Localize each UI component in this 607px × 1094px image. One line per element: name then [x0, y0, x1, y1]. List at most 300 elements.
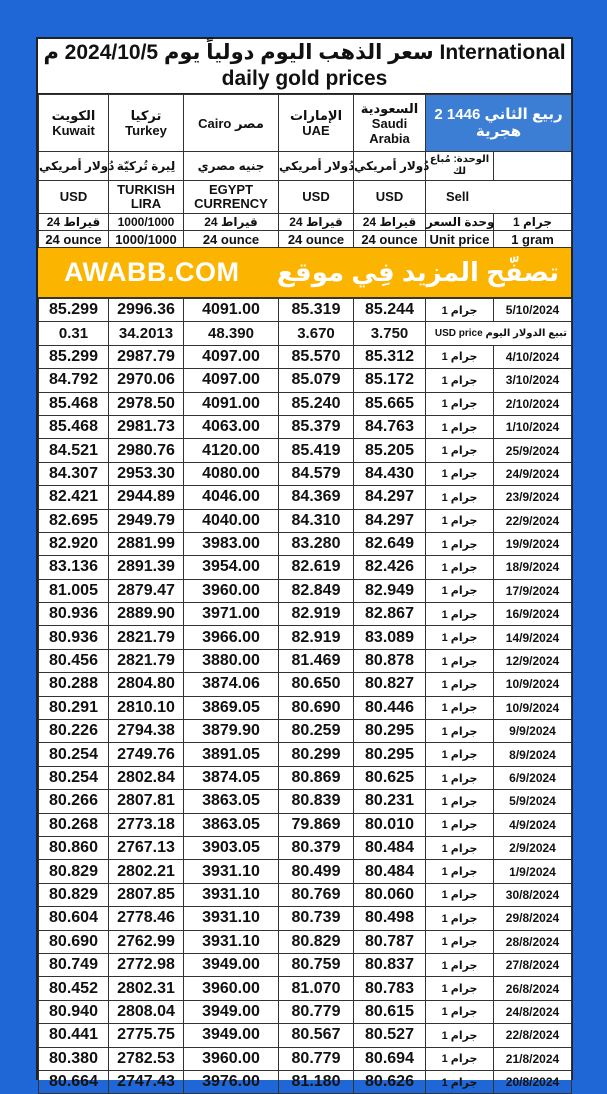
- price-cell-uae: 80.739: [279, 907, 354, 930]
- table-row: [39, 1024, 572, 1047]
- price-cell-egypt: 4063.00: [184, 415, 279, 438]
- table-row: [39, 930, 572, 953]
- price-cell-saudi: 80.625: [354, 766, 426, 789]
- price-cell-turkey: 2879.47: [109, 579, 184, 602]
- price-cell-kuwait: 83.136: [39, 556, 109, 579]
- unit-label: الوحدة: مُباع لك: [426, 152, 494, 181]
- price-cell-turkey: 2889.90: [109, 603, 184, 626]
- price-cell-saudi: 84.763: [354, 415, 426, 438]
- price-cell-date: 16/9/2024: [494, 603, 572, 626]
- price-cell-uae: 81.070: [279, 977, 354, 1000]
- price-cell-turkey: 2794.38: [109, 720, 184, 743]
- price-cell-saudi: 82.949: [354, 579, 426, 602]
- price-cell-egypt: 3949.00: [184, 953, 279, 976]
- price-cell-unit: 1 جرام: [426, 836, 494, 859]
- currency-kuwait: دُولار أمريكي: [39, 152, 109, 181]
- price-cell-unit: 1 جرام: [426, 813, 494, 836]
- price-cell-kuwait: 80.936: [39, 626, 109, 649]
- price-cell-egypt: 3976.00: [184, 1070, 279, 1093]
- price-cell-date: 14/9/2024: [494, 626, 572, 649]
- price-cell-uae: 80.650: [279, 673, 354, 696]
- price-cell-saudi: 80.010: [354, 813, 426, 836]
- price-cell-unit: 1 جرام: [426, 579, 494, 602]
- price-cell-unit: 1 جرام: [426, 415, 494, 438]
- price-cell-unit: 1 جرام: [426, 392, 494, 415]
- currency-egypt: جنيه مصري: [184, 152, 279, 181]
- price-cell-uae: 85.079: [279, 369, 354, 392]
- price-cell-uae: 84.579: [279, 462, 354, 485]
- table-row: [39, 345, 572, 368]
- price-cell-egypt: 3971.00: [184, 603, 279, 626]
- table-row: [39, 907, 572, 930]
- price-cell-turkey: 2749.76: [109, 743, 184, 766]
- price-cell-turkey: 2772.98: [109, 953, 184, 976]
- currency-turkey: لِيرة تُركيّة: [109, 152, 184, 181]
- price-cell-saudi: 82.649: [354, 532, 426, 555]
- price-cell-saudi: 80.783: [354, 977, 426, 1000]
- price-cell-kuwait: 85.299: [39, 299, 109, 322]
- table-row: [39, 649, 572, 672]
- price-cell-kuwait: 80.288: [39, 673, 109, 696]
- table-row: [39, 743, 572, 766]
- price-cell-uae: 80.759: [279, 953, 354, 976]
- price-cell-uae: 85.570: [279, 345, 354, 368]
- price-cell-date: 2/9/2024: [494, 836, 572, 859]
- price-cell-date: 22/8/2024: [494, 1024, 572, 1047]
- price-cell-turkey: 2747.43: [109, 1070, 184, 1093]
- price-cell-saudi: 85.172: [354, 369, 426, 392]
- table-row: [39, 860, 572, 883]
- ounce-cell: 24 ounce: [279, 231, 354, 248]
- ounce-cell: 24 ounce: [184, 231, 279, 248]
- price-cell-unit: 1 جرام: [426, 860, 494, 883]
- header-kuwait: الكويت Kuwait: [39, 95, 109, 152]
- table-row: [39, 673, 572, 696]
- price-cell-date: 10/9/2024: [494, 696, 572, 719]
- table-row: [39, 369, 572, 392]
- price-cell-egypt: 3931.10: [184, 907, 279, 930]
- country-header-row: [39, 95, 572, 152]
- price-cell-uae: 80.779: [279, 1000, 354, 1023]
- price-cell-uae: 80.839: [279, 790, 354, 813]
- price-cell-kuwait: 85.299: [39, 345, 109, 368]
- price-cell-uae: 79.869: [279, 813, 354, 836]
- price-cell-date: 24/9/2024: [494, 462, 572, 485]
- price-cell-kuwait: 80.829: [39, 860, 109, 883]
- price-cell-unit: 1 جرام: [426, 509, 494, 532]
- header-saudi: السعودية Saudi Arabia: [354, 95, 426, 152]
- price-cell-date: 1/10/2024: [494, 415, 572, 438]
- sell-label: Sell: [426, 181, 572, 214]
- price-cell-uae: 80.829: [279, 930, 354, 953]
- table-row: [39, 977, 572, 1000]
- table-row: [39, 813, 572, 836]
- price-cell-saudi: 84.430: [354, 462, 426, 485]
- price-cell-uae: 3.670: [279, 322, 354, 345]
- price-cell-egypt: 3891.05: [184, 743, 279, 766]
- price-cell-uae: 82.919: [279, 626, 354, 649]
- price-cell-saudi: 80.484: [354, 860, 426, 883]
- price-cell-kuwait: 84.792: [39, 369, 109, 392]
- price-cell-unit: 1 جرام: [426, 345, 494, 368]
- price-cell-turkey: 2802.21: [109, 860, 184, 883]
- price-cell-kuwait: 0.31: [39, 322, 109, 345]
- price-cell-uae: 85.319: [279, 299, 354, 322]
- karat-cell: وحدة السعر: [426, 215, 495, 229]
- table-row: [39, 509, 572, 532]
- gold-price-sheet: [36, 37, 573, 1091]
- price-cell-egypt: 3960.00: [184, 977, 279, 1000]
- table-row: [39, 696, 572, 719]
- currency-uae: دُولار أمريكي: [279, 152, 354, 181]
- table-row: [39, 486, 572, 509]
- price-cell-turkey: 2821.79: [109, 649, 184, 672]
- table-row: [39, 1070, 572, 1093]
- price-cell-unit: 1 جرام: [426, 907, 494, 930]
- price-cell-turkey: 2778.46: [109, 907, 184, 930]
- price-cell-kuwait: 82.920: [39, 532, 109, 555]
- price-cell-kuwait: 80.749: [39, 953, 109, 976]
- price-cell-date: 25/9/2024: [494, 439, 572, 462]
- price-cell-unit: 1 جرام: [426, 439, 494, 462]
- price-cell-saudi: 80.626: [354, 1070, 426, 1093]
- price-cell-saudi: 80.615: [354, 1000, 426, 1023]
- code-kuwait: USD: [39, 181, 109, 214]
- price-cell-saudi: 80.060: [354, 883, 426, 906]
- price-cell-turkey: 2953.30: [109, 462, 184, 485]
- price-cell-saudi: 82.867: [354, 603, 426, 626]
- price-cell-saudi: 80.295: [354, 743, 426, 766]
- price-cell-date: 4/10/2024: [494, 345, 572, 368]
- price-cell-unit: USD price تبيع الدولار اليوم: [426, 322, 572, 345]
- price-cell-turkey: 2949.79: [109, 509, 184, 532]
- price-cell-date: 8/9/2024: [494, 743, 572, 766]
- table-row: [39, 883, 572, 906]
- price-cell-kuwait: 80.664: [39, 1070, 109, 1093]
- price-cell-turkey: 2775.75: [109, 1024, 184, 1047]
- price-cell-turkey: 2807.85: [109, 883, 184, 906]
- price-cell-unit: 1 جرام: [426, 626, 494, 649]
- price-cell-turkey: 2881.99: [109, 532, 184, 555]
- price-cell-egypt: 3869.05: [184, 696, 279, 719]
- price-cell-egypt: 4091.00: [184, 299, 279, 322]
- price-cell-date: 26/8/2024: [494, 977, 572, 1000]
- page-title: [38, 39, 571, 94]
- price-cell-unit: 1 جرام: [426, 532, 494, 555]
- price-cell-kuwait: 84.521: [39, 439, 109, 462]
- price-cell-unit: 1 جرام: [426, 720, 494, 743]
- site-link[interactable]: AWABB.COM: [64, 257, 240, 287]
- price-cell-unit: 1 جرام: [426, 1047, 494, 1070]
- price-cell-egypt: 3966.00: [184, 626, 279, 649]
- price-cell-uae: 82.619: [279, 556, 354, 579]
- price-cell-date: 29/8/2024: [494, 907, 572, 930]
- price-cell-egypt: 3879.90: [184, 720, 279, 743]
- price-cell-unit: 1 جرام: [426, 766, 494, 789]
- price-cell-kuwait: 80.452: [39, 977, 109, 1000]
- price-cell-uae: 85.240: [279, 392, 354, 415]
- price-cell-uae: 80.769: [279, 883, 354, 906]
- price-cell-turkey: 2980.76: [109, 439, 184, 462]
- price-cell-unit: 1 جرام: [426, 462, 494, 485]
- price-cell-uae: 81.469: [279, 649, 354, 672]
- price-cell-uae: 80.299: [279, 743, 354, 766]
- karat-cell: 24 قيراط: [279, 214, 354, 231]
- karat-row: [39, 214, 572, 231]
- price-cell-turkey: 2821.79: [109, 626, 184, 649]
- price-cell-kuwait: 80.254: [39, 743, 109, 766]
- price-cell-date: 9/9/2024: [494, 720, 572, 743]
- price-cell-date: 23/9/2024: [494, 486, 572, 509]
- karat-cell: 24 قيراط: [184, 214, 279, 231]
- price-cell-turkey: 2807.81: [109, 790, 184, 813]
- price-cell-kuwait: 80.940: [39, 1000, 109, 1023]
- table-row: [39, 790, 572, 813]
- price-cell-saudi: 80.827: [354, 673, 426, 696]
- price-cell-uae: 84.310: [279, 509, 354, 532]
- price-cell-turkey: 2802.84: [109, 766, 184, 789]
- price-cell-egypt: 3960.00: [184, 1047, 279, 1070]
- price-cell-kuwait: 80.456: [39, 649, 109, 672]
- karat-cell: 24 قيراط: [39, 214, 109, 231]
- table-row: [39, 322, 572, 345]
- price-cell-kuwait: 80.226: [39, 720, 109, 743]
- banner-arabic-text: تصفّح المزيد فِي موقع: [276, 257, 559, 287]
- price-cell-unit: 1 جرام: [426, 649, 494, 672]
- ounce-cell: 24 ounce: [39, 231, 109, 248]
- price-cell-turkey: 2802.31: [109, 977, 184, 1000]
- ounce-cell: 24 ounce: [354, 231, 426, 248]
- price-cell-saudi: 80.787: [354, 930, 426, 953]
- price-cell-turkey: 2944.89: [109, 486, 184, 509]
- price-cell-uae: 80.690: [279, 696, 354, 719]
- price-cell-unit: 1 جرام: [426, 696, 494, 719]
- karat-cell: 1 جرام: [494, 214, 572, 231]
- price-table: [38, 298, 572, 1094]
- table-row: [39, 462, 572, 485]
- title-line-2: daily gold prices: [221, 67, 388, 90]
- price-cell-uae: 82.849: [279, 579, 354, 602]
- header-cairo: Cairo مصر: [184, 95, 279, 152]
- price-cell-date: 5/10/2024: [494, 299, 572, 322]
- price-cell-date: 27/8/2024: [494, 953, 572, 976]
- code-uae: USD: [279, 181, 354, 214]
- price-cell-egypt: 3863.05: [184, 813, 279, 836]
- price-cell-kuwait: 80.380: [39, 1047, 109, 1070]
- price-cell-unit: 1 جرام: [426, 883, 494, 906]
- header-uae: الإمارات UAE: [279, 95, 354, 152]
- table-row: [39, 953, 572, 976]
- price-cell-turkey: 2987.79: [109, 345, 184, 368]
- price-cell-date: 20/8/2024: [494, 1070, 572, 1093]
- price-cell-kuwait: 81.005: [39, 579, 109, 602]
- price-cell-unit: 1 جرام: [426, 743, 494, 766]
- price-cell-egypt: 4091.00: [184, 392, 279, 415]
- price-cell-egypt: 4097.00: [184, 369, 279, 392]
- unit-empty: [494, 152, 572, 181]
- price-cell-kuwait: 85.468: [39, 392, 109, 415]
- karat-cell: 24 قيراط: [354, 214, 426, 231]
- price-cell-unit: 1 جرام: [426, 299, 494, 322]
- price-cell-turkey: 2762.99: [109, 930, 184, 953]
- price-cell-egypt: 4120.00: [184, 439, 279, 462]
- price-cell-egypt: 3960.00: [184, 579, 279, 602]
- header-table: [38, 94, 572, 248]
- header-turkey: تركيا Turkey: [109, 95, 184, 152]
- price-cell-egypt: 3983.00: [184, 532, 279, 555]
- ounce-cell: Unit price: [426, 231, 494, 248]
- price-cell-turkey: 2970.06: [109, 369, 184, 392]
- price-cell-date: 10/9/2024: [494, 673, 572, 696]
- price-cell-uae: 80.259: [279, 720, 354, 743]
- price-cell-egypt: 3949.00: [184, 1000, 279, 1023]
- price-cell-unit: 1 جرام: [426, 486, 494, 509]
- table-row: [39, 720, 572, 743]
- table-row: [39, 556, 572, 579]
- price-cell-saudi: 80.295: [354, 720, 426, 743]
- price-cell-turkey: 2978.50: [109, 392, 184, 415]
- price-cell-kuwait: 80.860: [39, 836, 109, 859]
- price-cell-kuwait: 85.468: [39, 415, 109, 438]
- price-cell-saudi: 80.694: [354, 1047, 426, 1070]
- price-cell-unit: 1 جرام: [426, 603, 494, 626]
- ounce-cell: 1000/1000: [109, 231, 184, 248]
- price-cell-turkey: 2810.10: [109, 696, 184, 719]
- price-cell-kuwait: 80.266: [39, 790, 109, 813]
- table-row: [39, 1047, 572, 1070]
- price-cell-date: 12/9/2024: [494, 649, 572, 672]
- table-row: [39, 603, 572, 626]
- hijri-date: 2 ربيع الثاني 1446 هجرية: [426, 95, 572, 152]
- price-cell-turkey: 2891.39: [109, 556, 184, 579]
- price-cell-kuwait: 82.421: [39, 486, 109, 509]
- price-cell-saudi: 80.446: [354, 696, 426, 719]
- price-cell-unit: 1 جرام: [426, 953, 494, 976]
- price-cell-saudi: 85.665: [354, 392, 426, 415]
- table-row: [39, 626, 572, 649]
- price-cell-date: 18/9/2024: [494, 556, 572, 579]
- code-saudi: USD: [354, 181, 426, 214]
- price-cell-egypt: 3880.00: [184, 649, 279, 672]
- price-cell-turkey: 2808.04: [109, 1000, 184, 1023]
- price-cell-date: 2/10/2024: [494, 392, 572, 415]
- price-cell-kuwait: 82.695: [39, 509, 109, 532]
- price-cell-saudi: 80.484: [354, 836, 426, 859]
- price-cell-saudi: 83.089: [354, 626, 426, 649]
- price-cell-uae: 84.369: [279, 486, 354, 509]
- price-cell-date: 4/9/2024: [494, 813, 572, 836]
- price-cell-date: 17/9/2024: [494, 579, 572, 602]
- price-cell-date: 1/9/2024: [494, 860, 572, 883]
- price-cell-egypt: 3931.10: [184, 883, 279, 906]
- price-cell-date: 21/8/2024: [494, 1047, 572, 1070]
- currency-code-row: [39, 181, 572, 214]
- price-cell-uae: 85.379: [279, 415, 354, 438]
- price-cell-saudi: 84.297: [354, 486, 426, 509]
- price-cell-kuwait: 80.690: [39, 930, 109, 953]
- price-cell-saudi: 85.312: [354, 345, 426, 368]
- price-cell-unit: 1 جرام: [426, 1070, 494, 1093]
- price-cell-unit: 1 جرام: [426, 556, 494, 579]
- price-cell-kuwait: 80.254: [39, 766, 109, 789]
- price-cell-saudi: 84.297: [354, 509, 426, 532]
- price-cell-unit: 1 جرام: [426, 790, 494, 813]
- price-cell-date: 19/9/2024: [494, 532, 572, 555]
- title-line-1: سعر الذهب اليوم دولياً يوم 2024/10/5 م International: [43, 41, 566, 64]
- ounce-cell: 1 gram: [494, 231, 572, 248]
- price-cell-turkey: 2981.73: [109, 415, 184, 438]
- price-cell-unit: 1 جرام: [426, 977, 494, 1000]
- currency-arabic-row: [39, 152, 572, 181]
- price-cell-uae: 81.180: [279, 1070, 354, 1093]
- price-cell-saudi: 3.750: [354, 322, 426, 345]
- price-cell-kuwait: 80.268: [39, 813, 109, 836]
- price-cell-kuwait: 80.441: [39, 1024, 109, 1047]
- promo-banner[interactable]: [38, 248, 571, 298]
- price-cell-egypt: 3954.00: [184, 556, 279, 579]
- price-cell-egypt: 48.390: [184, 322, 279, 345]
- price-cell-date: 30/8/2024: [494, 883, 572, 906]
- price-cell-uae: 80.379: [279, 836, 354, 859]
- price-cell-turkey: 2773.18: [109, 813, 184, 836]
- price-cell-egypt: 3931.10: [184, 860, 279, 883]
- price-cell-saudi: 85.244: [354, 299, 426, 322]
- price-cell-saudi: 85.205: [354, 439, 426, 462]
- price-cell-egypt: 3949.00: [184, 1024, 279, 1047]
- price-cell-turkey: 2767.13: [109, 836, 184, 859]
- price-cell-date: 22/9/2024: [494, 509, 572, 532]
- price-cell-unit: 1 جرام: [426, 369, 494, 392]
- table-row: [39, 299, 572, 322]
- price-cell-egypt: 3931.10: [184, 930, 279, 953]
- table-row: [39, 439, 572, 462]
- price-cell-egypt: 4097.00: [184, 345, 279, 368]
- price-cell-egypt: 4040.00: [184, 509, 279, 532]
- price-cell-date: 6/9/2024: [494, 766, 572, 789]
- price-cell-unit: 1 جرام: [426, 673, 494, 696]
- price-cell-saudi: 80.878: [354, 649, 426, 672]
- price-cell-uae: 80.499: [279, 860, 354, 883]
- price-cell-egypt: 4046.00: [184, 486, 279, 509]
- price-cell-saudi: 80.837: [354, 953, 426, 976]
- price-cell-date: 28/8/2024: [494, 930, 572, 953]
- price-cell-uae: 85.419: [279, 439, 354, 462]
- price-cell-egypt: 3863.05: [184, 790, 279, 813]
- price-cell-saudi: 80.498: [354, 907, 426, 930]
- price-cell-egypt: 3874.06: [184, 673, 279, 696]
- price-cell-uae: 80.869: [279, 766, 354, 789]
- price-cell-date: 5/9/2024: [494, 790, 572, 813]
- price-cell-uae: 83.280: [279, 532, 354, 555]
- price-cell-unit: 1 جرام: [426, 930, 494, 953]
- price-cell-date: 24/8/2024: [494, 1000, 572, 1023]
- price-cell-turkey: 2804.80: [109, 673, 184, 696]
- table-row: [39, 579, 572, 602]
- code-egypt: EGYPT CURRENCY: [184, 181, 279, 214]
- table-row: [39, 1000, 572, 1023]
- price-cell-kuwait: 80.936: [39, 603, 109, 626]
- price-cell-kuwait: 80.291: [39, 696, 109, 719]
- price-cell-turkey: 34.2013: [109, 322, 184, 345]
- table-row: [39, 836, 572, 859]
- table-row: [39, 415, 572, 438]
- price-cell-uae: 80.567: [279, 1024, 354, 1047]
- price-cell-egypt: 4080.00: [184, 462, 279, 485]
- price-cell-uae: 80.779: [279, 1047, 354, 1070]
- table-row: [39, 392, 572, 415]
- price-cell-kuwait: 84.307: [39, 462, 109, 485]
- price-cell-unit: 1 جرام: [426, 1000, 494, 1023]
